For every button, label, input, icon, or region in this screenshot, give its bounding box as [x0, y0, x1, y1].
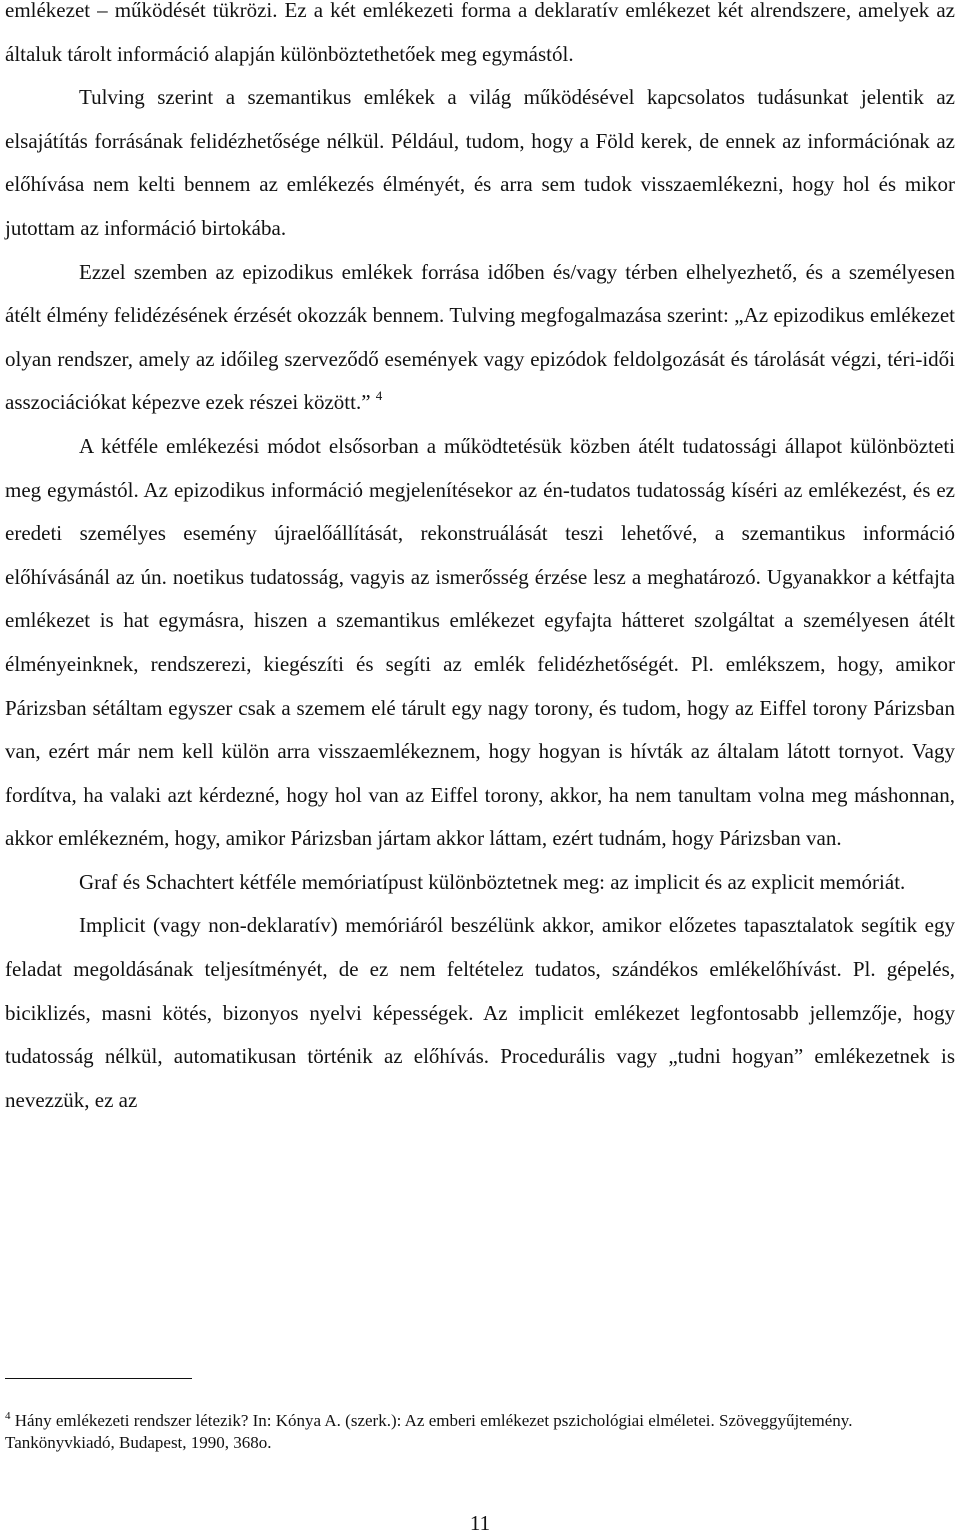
paragraph	[5, 425, 955, 861]
footnote-text: Hány emlékezeti rendszer létezik? In: Kónya A. (szerk.): Az emberi emlékezet pszichológiai elméletei. Szöveggyűjtemény. Tankönyvkiadó, Budapest, 1990, 368o.	[5, 1411, 853, 1452]
footnote-separator	[5, 1378, 192, 1379]
paragraph	[5, 904, 955, 1122]
footnote-marker: 4	[5, 1410, 11, 1422]
paragraph-text: Ezzel szemben az epizodikus emlékek forrása időben és/vagy térben elhelyezhető, és a személyesen átélt élmény felidézésének érzését okozzák bennem. Tulving megfogalmazása szerint: „Az epizodikus emlékezet olyan rendszer, amely az időileg szerveződő események vagy epizódok feldolgozását és tárolását végzi, téri-idői asszociációkat képezve ezek részei között.”	[5, 259, 955, 415]
paragraph	[5, 0, 955, 76]
paragraph-text: Implicit (vagy non-deklaratív) memóriáról beszélünk akkor, amikor előzetes tapasztalatok segítik egy feladat megoldásának teljesítményét, de ez nem feltételez tudatos, szándékos emlékelőhívást. Pl. gépelés, biciklizés, masni kötés, bizonyos nyelvi képességek. Az implicit emlékezet legfontosabb jellemzője, hogy tudatosság nélkül, automatikusan történik az előhívás. Procedurális vagy „tudni hogyan” emlékezetnek is nevezzük, ez az	[5, 913, 955, 1112]
paragraph-text: Tulving szerint a szemantikus emlékek a világ működésével kapcsolatos tudásunkat jelentik az elsajátítás forrásának felidézhetősége nélkül. Például, tudom, hogy a Föld kerek, de ennek az információnak az előhívása nem kelti bennem az emlékezés élményét, és arra sem tudok visszaemlékezni, hogy hol és mikor jutottam az információ birtokába.	[5, 85, 955, 240]
footnote-reference: 4	[375, 388, 383, 404]
paragraph-text: Graf és Schachtert kétféle memóriatípust különböztetnek meg: az implicit és az explicit memóriát.	[79, 869, 906, 894]
page-number: 11	[469, 1511, 491, 1535]
paragraph	[5, 251, 955, 425]
paragraph	[5, 861, 955, 905]
paragraph-text: A kétféle emlékezési módot elsősorban a működtetésük közben átélt tudatossági állapot különbözteti meg egymástól. Az epizodikus információ megjelenítésekor az én-tudatos tudatosság kíséri az emlékezést, és ez eredeti személyes esemény újraelőállítását, rekonstruálását teszi lehetővé, a szemantikus információ előhívásánál az ún. noetikus tudatosság, vagyis az ismerősség érzése lesz a meghatározó. Ugyanakkor a kétfajta emlékezet is hat egymásra, hiszen a szemantikus emlékezet egyfajta hátteret szolgáltat a személyesen átélt élményeinknek, rendszerezi, kiegészíti és segíti az emlék felidézhetőségét. Pl. emlékszem, hogy, amikor Párizsban sétáltam egyszer csak a szemem elé tárult egy nagy torony, és tudom, hogy az Eiffel torony Párizsban van, ezért már nem kell külön arra visszaemlékeznem, hogy hogyan is hívták az általam látott tornyot. Vagy fordítva, ha valaki azt kérdezné, hogy hol van az Eiffel torony, akkor, ha nem tanultam volna meg máshonnan, akkor emlékezném, hogy, amikor Párizsban jártam akkor láttam, ezért tudnám, hogy Párizsban van.	[5, 433, 955, 851]
footnote	[5, 1410, 945, 1454]
document-page	[5, 0, 955, 1122]
paragraph	[5, 76, 955, 250]
body-text	[5, 0, 955, 1122]
paragraph-text: emlékezet – működését tükrözi. Ez a két emlékezeti forma a deklaratív emlékezet két alrendszere, amelyek az általuk tárolt információ alapján különböztethetőek meg egymástól.	[5, 0, 955, 66]
